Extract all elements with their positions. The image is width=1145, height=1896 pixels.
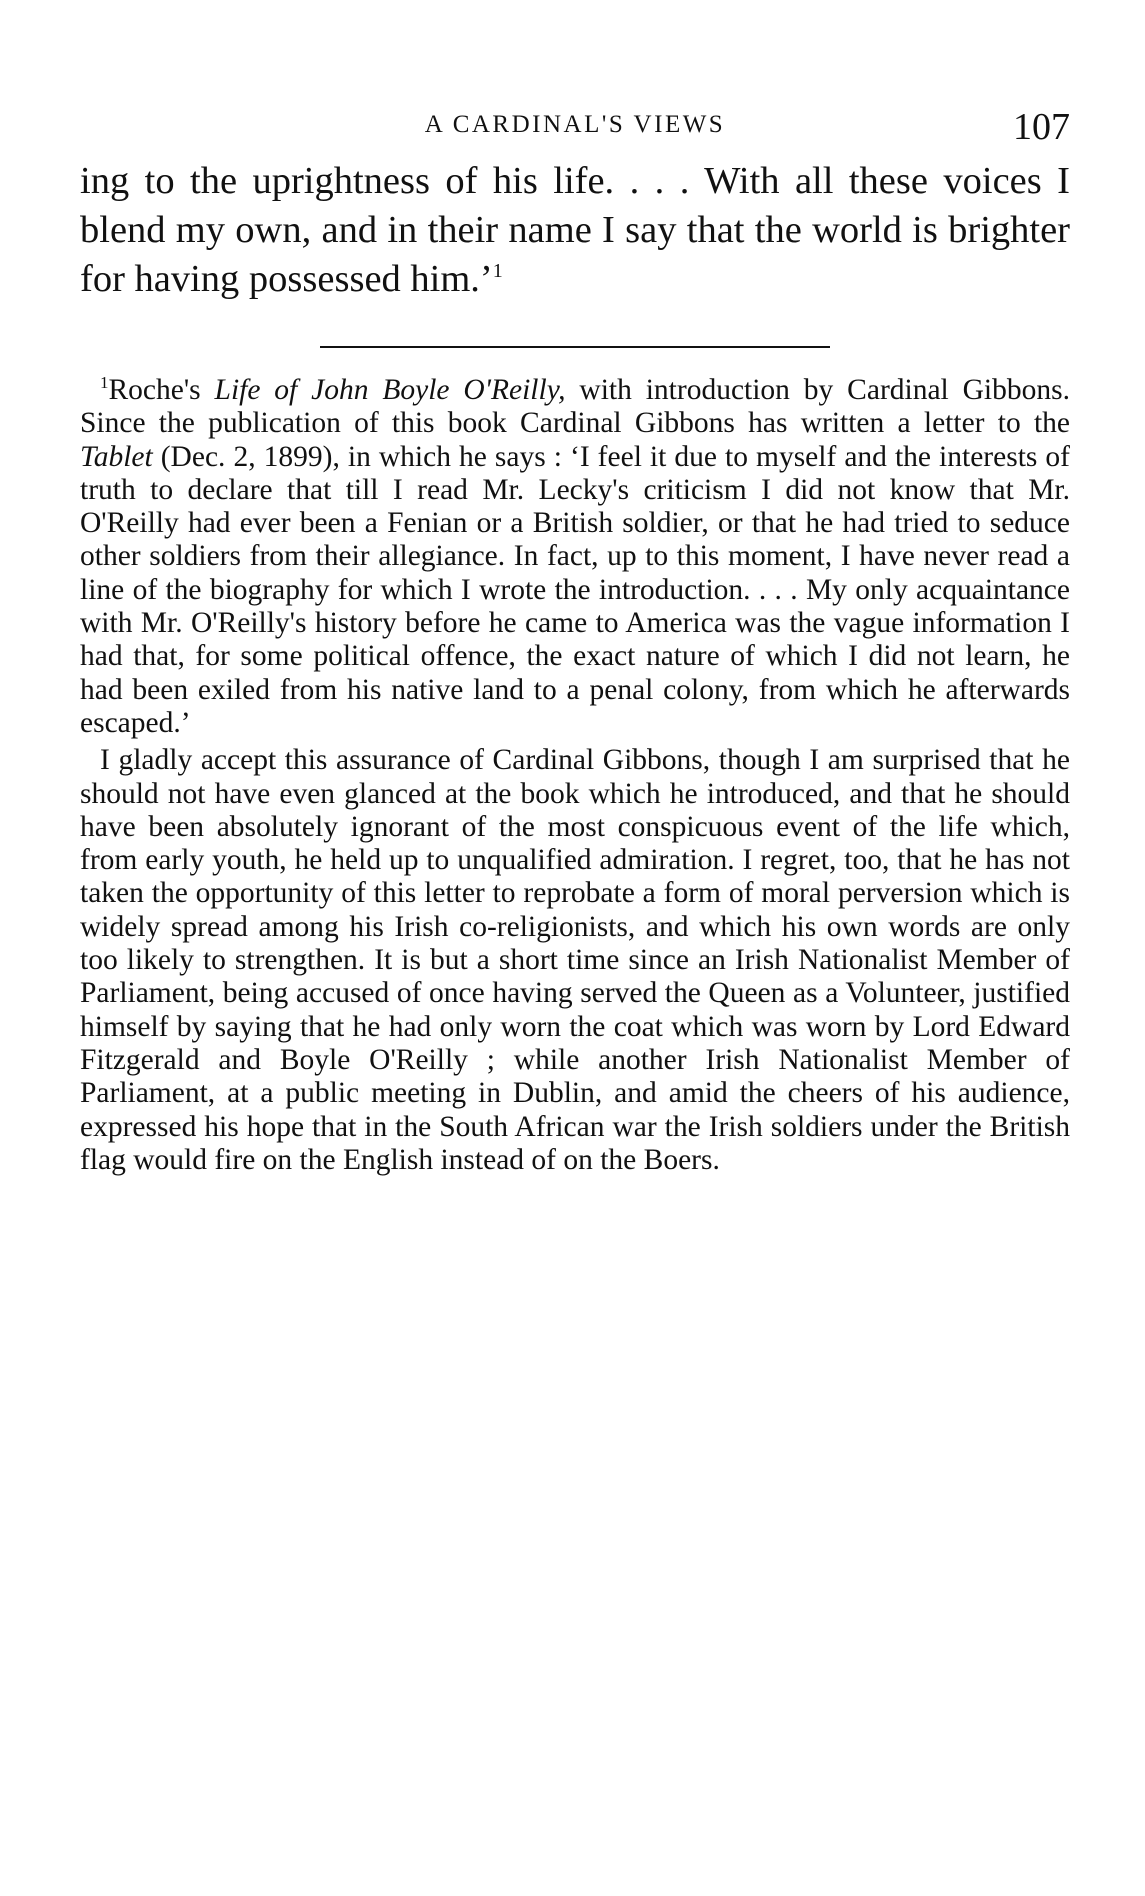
- footnote-reference: 1: [492, 260, 503, 283]
- footnote-2: [80, 744, 1070, 1177]
- running-head: [80, 105, 1070, 155]
- footnote-1: [80, 374, 1070, 740]
- main-paragraph-text: ing to the uprightness of his life. . . . With all these voices I blend my own, and in their name I say that the world is brighter for having possessed him.’: [80, 160, 1070, 300]
- main-paragraph: [80, 157, 1070, 304]
- footnote-2-text: I gladly accept this assurance of Cardinal Gibbons, though I am surprised that he should not have even glanced at the book which he introduced, and that he should have been absolutely ignorant of the most conspicuous event of the life which, from early youth, he held up to unqualified admiration. I regret, too, that he has not taken the opportunity of this letter to reprobate a form of moral perversion which is widely spread among his Irish co-religionists, and which his own words are only too likely to strengthen. It is but a short time since an Irish Nationalist Member of Parliament, being accused of once having served the Queen as a Volunteer, justified himself by saying that he had only worn the coat which was worn by Lord Edward Fitzgerald and Boyle O'Reilly ; while another Irish Nationalist Member of Parliament, at a public meeting in Dublin, and amid the cheers of his audience, expressed his hope that in the South African war the Irish soldiers under the British flag would fire on the English instead of on the Boers.: [80, 744, 1070, 1176]
- page-number: 107: [1013, 106, 1070, 148]
- footnote-1-pre: Roche's: [108, 374, 215, 406]
- footnote-1-mid: with introduction by Cardinal Gibbons. Since the publication of this book Cardinal Gibbons has written a letter to the: [80, 374, 1070, 440]
- footnote-marker: 1: [100, 373, 109, 393]
- footnote-1-book-title: Life of John Boyle O'Reilly,: [214, 374, 566, 406]
- footnote-1-journal: Tablet: [80, 440, 153, 473]
- footnote-1-post: (Dec. 2, 1899), in which he says : ‘I feel it due to myself and the interests of truth to declare that till I read Mr. Lecky's criticism I did not know that Mr. O'Reilly had ever been a Fenian or a British soldier, or that he had tried to seduce other soldiers from their allegiance. In fact, up to this moment, I have never read a line of the biography for which I wrote the introduction. . . . My only acquaintance with Mr. O'Reilly's history before he came to America was the vague information I had that, for some political offence, the exact nature of which I did not learn, he had been exiled from his native land to a penal colony, from which he afterwards escaped.’: [80, 440, 1070, 739]
- running-title: A CARDINAL'S VIEWS: [424, 111, 726, 138]
- book-page: [80, 105, 1070, 1177]
- footnote-divider: [320, 346, 830, 348]
